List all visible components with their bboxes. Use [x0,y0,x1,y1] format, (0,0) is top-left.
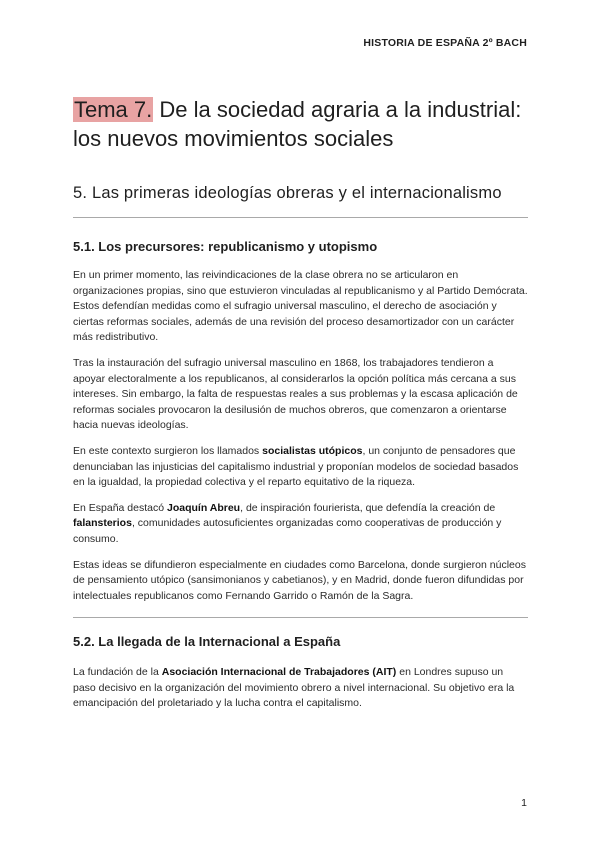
title-text: De la sociedad agraria a la industrial: los nuevos movimientos sociales [73,97,522,151]
text-run: en Londres supuso un paso decisivo en la organización del movimiento obrero a nivel internacional. Su objetivo era la emancipación del proletariado y la lucha contra el capitalismo. [73,666,515,710]
section-subtitle: 5. Las primeras ideologías obreras y el internacionalismo [73,184,502,202]
text-run: En España destacó [73,501,167,514]
paragraph: Tras la instauración del sufragio universal masculino en 1868, los trabajadores tendieron a apoyar electoralmente a los republicanos, al considerarlos la opción política más cercana a sus intereses. Sin embargo, la falta de respuestas reales a sus problemas y la escasa aplicación de reformas sociales provocaron la desilusión de muchos obreros, que comenzaron a orientarse hacia nuevas ideologías. [73,356,518,432]
page-title [73,95,528,153]
paragraph [73,665,528,712]
section-2-heading: 5.2. La llegada de la Internacional a España [73,634,341,650]
text-run: , comunidades autosuficientes organizadas como cooperativas de producción y consumo. [73,517,502,545]
divider [73,617,528,618]
page-content [73,95,528,712]
bold-term: Asociación Internacional de Trabajadores (AIT) [161,666,397,679]
paragraph: En un primer momento, las reivindicaciones de la clase obrera no se articularon en organizaciones propias, sino que estuvieron vinculadas al republicanismo y al Partido Demócrata. Estos defendían medidas como el sufragio universal masculino, el derecho de asociación y ciertas reformas sociales, además de una revisión del proceso desamortizador con un carácter más redistributivo. [73,269,528,344]
text-run: , de inspiración fourierista, que defendía la creación de [240,501,496,514]
paragraph [73,444,528,491]
bold-term: socialistas utópicos [262,444,363,457]
bold-term: Joaquín Abreu [166,501,241,514]
text-run: La fundación de la [73,666,162,679]
text-run: , un conjunto de pensadores que denunciaban las injusticias del capitalismo industrial y proponían modelos de sociedad basados en la igualdad, la propiedad colectiva y el reparto equitativo de la riqueza. [73,444,519,489]
course-header: HISTORIA DE ESPAÑA 2º BACH [363,37,527,49]
bold-term: falansterios [73,517,132,530]
paragraph: Estas ideas se difundieron especialmente en ciudades como Barcelona, donde surgieron núcleos de pensamiento utópico (sansimonianos y cabetianos), y en Madrid, donde fueron difundidas por intelectuales republicanos como Fernando Garrido o Ramón de la Sagra. [73,558,526,602]
paragraph [73,501,528,548]
section-1-heading: 5.1. Los precursores: republicanismo y utopismo [73,239,378,254]
divider [73,217,528,218]
page-number: 1 [521,797,527,809]
title-highlight: Tema 7. [74,97,153,122]
text-run: En este contexto surgieron los llamados [73,444,263,457]
